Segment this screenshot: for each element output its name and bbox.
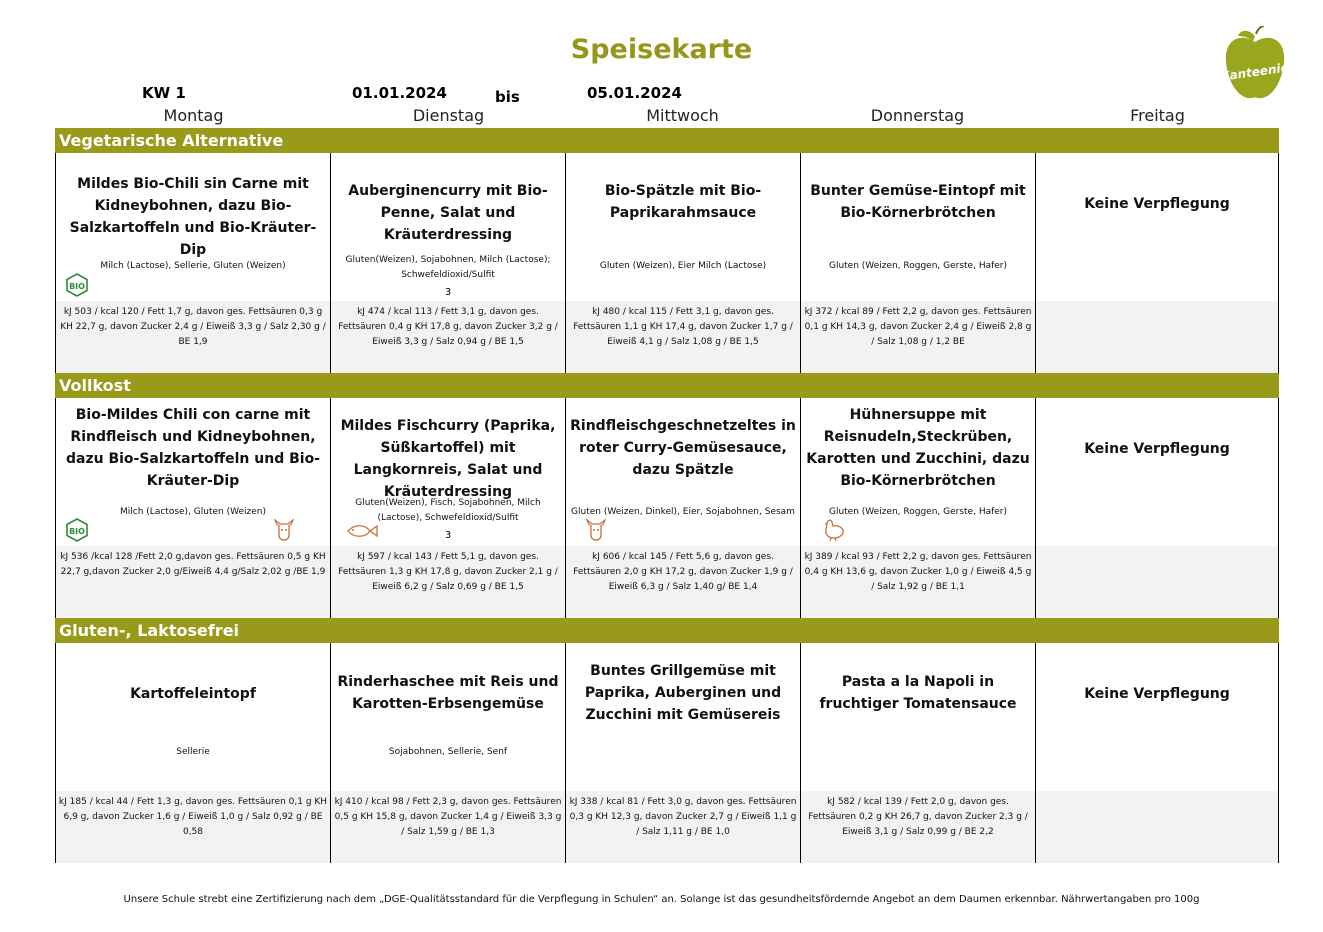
nutrition-info: kJ 410 / kcal 98 / Fett 2,3 g, davon ges. Fettsäuren 0,5 g KH 15,8 g, davon Zucker 1,4 g / Eiweiß 3,3 g / Salz 1,59 g / BE 1,3 (334, 797, 562, 837)
menu-cell (565, 153, 800, 373)
nutrition-info: kJ 185 / kcal 44 / Fett 1,3 g, davon ges. Fettsäuren 0,1 g KH 6,9 g, davon Zucker 1,6 g / Eiweiß 1,0 g / Salz 0,92 g / BE 0,58 (58, 797, 328, 837)
day-label: Donnerstag (870, 106, 965, 125)
dish-area (56, 153, 330, 301)
dish-area (801, 398, 1035, 546)
nutrition-box (331, 791, 565, 863)
dish-name: Buntes Grillgemüse mit Paprika, Auberginen und Zucchini mit Gemüsereis (584, 663, 782, 723)
allergen-info: Gluten (Weizen, Roggen, Gerste, Hafer) (828, 507, 1008, 517)
nutrition-box (1036, 546, 1278, 618)
dish-area (331, 643, 565, 791)
dish-name: Keine Verpflegung (1084, 196, 1230, 212)
dish-name: Rindfleischgeschnetzeltes in roter Curry-Gemüsesauce, dazu Spätzle (570, 418, 796, 478)
menu-section (55, 128, 1279, 373)
menu-cell (1035, 153, 1279, 373)
day-label: Dienstag (412, 106, 485, 125)
dish-area (801, 153, 1035, 301)
calendar-week: KW 1 (142, 84, 186, 102)
nutrition-box (56, 791, 330, 863)
nutrition-info (1036, 546, 1278, 550)
menu-cell (55, 153, 330, 373)
menu-row (55, 643, 1279, 863)
section-header: Vegetarische Alternative (55, 128, 1279, 153)
page-title: Speisekarte (570, 34, 753, 65)
dish-name: Pasta a la Napoli in fruchtiger Tomatensauce (819, 674, 1017, 712)
dish-area (566, 398, 800, 546)
svg-text:BIO: BIO (69, 527, 85, 536)
allergen-info: Sellerie (176, 747, 210, 757)
cow-icon (272, 516, 296, 546)
dish-name: Auberginencurry mit Bio-Penne, Salat und Kräuterdressing (348, 183, 548, 243)
nutrition-box (56, 301, 330, 373)
additive-number: 3 (444, 287, 452, 298)
nutrition-info: kJ 606 / kcal 145 / Fett 5,6 g, davon ges. Fettsäuren 2,0 g KH 17,2 g, davon Zucker 1,9 g / Eiweiß 6,3 g / Salz 1,40 g/ BE 1,4 (573, 552, 793, 592)
menu-cell (330, 153, 565, 373)
menu-cell (565, 643, 800, 863)
dish-area (801, 643, 1035, 791)
nutrition-info (1036, 791, 1278, 795)
nutrition-box (801, 546, 1035, 618)
menu-cell (330, 398, 565, 618)
date-to: 05.01.2024 (587, 84, 682, 102)
logo-text: Kanteenie (1219, 60, 1290, 84)
menu-cell (330, 643, 565, 863)
menu-cell (565, 398, 800, 618)
menu-section (55, 373, 1279, 618)
allergen-info: Gluten(Weizen), Fisch, Sojabohnen, Milch (Lactose), Schwefeldioxid/Sulfit (355, 498, 541, 523)
dish-name: Bunter Gemüse-Eintopf mit Bio-Körnerbrötchen (810, 183, 1026, 221)
dish-area (56, 398, 330, 546)
allergen-info: Sojabohnen, Sellerie, Senf (388, 747, 508, 757)
menu-row (55, 153, 1279, 373)
menu-cell (55, 643, 330, 863)
nutrition-info: kJ 389 / kcal 93 / Fett 2,2 g, davon ges. Fettsäuren 0,4 g KH 13,6 g, davon Zucker 1,0 g / Eiweiß 4,5 g / Salz 1,92 g / BE 1,1 (804, 552, 1032, 592)
allergen-info: Gluten (Weizen, Dinkel), Eier, Sojabohnen, Sesam (571, 507, 795, 517)
allergen-info: Gluten (Weizen), Eier Milch (Lactose) (599, 261, 767, 271)
dish-name: Rinderhaschee mit Reis und Karotten-Erbsengemüse (337, 674, 559, 712)
nutrition-info: kJ 582 / kcal 139 / Fett 2,0 g, davon ges. Fettsäuren 0,2 g KH 26,7 g, davon Zucker 2,3 g / Eiweiß 3,1 g / Salz 0,99 g / BE 2,2 (808, 797, 1028, 837)
section-header: Gluten-, Laktosefrei (55, 618, 1279, 643)
dish-name: Bio-Mildes Chili con carne mit Rindfleisch und Kidneybohnen, dazu Bio-Salzkartoffeln und Bio-Kräuter-Dip (65, 407, 320, 489)
allergen-info: Milch (Lactose), Sellerie, Gluten (Weizen) (100, 261, 286, 271)
cow-icon (584, 516, 608, 546)
nutrition-box (566, 301, 800, 373)
nutrition-box (1036, 301, 1278, 373)
date-from: 01.01.2024 (352, 84, 447, 102)
dish-name: Keine Verpflegung (1084, 441, 1230, 457)
dish-area (331, 153, 565, 301)
dish-name: Hühnersuppe mit Reisnudeln,Steckrüben, Karotten und Zucchini, dazu Bio-Körnerbrötchen (806, 407, 1030, 489)
menu-cell (1035, 643, 1279, 863)
allergen-info: Milch (Lactose), Gluten (Weizen) (120, 507, 266, 517)
allergen-info: Gluten(Weizen), Sojabohnen, Milch (Lactose); Schwefeldioxid/Sulfit (345, 255, 551, 280)
nutrition-info: kJ 338 / kcal 81 / Fett 3,0 g, davon ges. Fettsäuren 0,3 g KH 12,3 g, davon Zucker 2,7 g / Eiweiß 1,1 g / Salz 1,11 g / BE 1,0 (569, 797, 797, 837)
svg-text:BIO: BIO (69, 282, 85, 291)
nutrition-box (1036, 791, 1278, 863)
dish-name: Mildes Fischcurry (Paprika, Süßkartoffel) mit Langkornreis, Salat und Kräuterdressing (340, 418, 556, 500)
nutrition-box (801, 301, 1035, 373)
nutrition-info: kJ 372 / kcal 89 / Fett 2,2 g, davon ges. Fettsäuren 0,1 g KH 14,3 g, davon Zucker 2,4 g / Eiweiß 2,8 g / Salz 1,08 g / 1,2 BE (804, 307, 1032, 347)
nutrition-info: kJ 503 / kcal 120 / Fett 1,7 g, davon ges. Fettsäuren 0,3 g KH 22,7 g, davon Zucker 2,4 g / Eiweiß 3,3 g / Salz 2,30 g / BE 1,9 (60, 307, 326, 347)
nutrition-box (56, 546, 330, 618)
dish-name: Keine Verpflegung (1084, 686, 1230, 702)
nutrition-box (566, 791, 800, 863)
chicken-icon (821, 516, 847, 546)
nutrition-box (566, 546, 800, 618)
dish-area (566, 643, 800, 791)
day-label: Montag (163, 106, 224, 125)
dish-name: Mildes Bio-Chili sin Carne mit Kidneybohnen, dazu Bio-Salzkartoffeln und Bio-Kräuter-Dip (69, 176, 317, 258)
allergen-info: Gluten (Weizen, Roggen, Gerste, Hafer) (828, 261, 1008, 271)
day-label: Mittwoch (646, 106, 719, 125)
dish-area (1036, 643, 1278, 791)
kanteenie-logo (1218, 26, 1292, 104)
menu-table (55, 128, 1279, 863)
nutrition-box (331, 301, 565, 373)
dish-name: Bio-Spätzle mit Bio-Paprikarahmsauce (604, 183, 762, 221)
dish-area (1036, 398, 1278, 546)
nutrition-info: kJ 474 / kcal 113 / Fett 3,1 g, davon ges. Fettsäuren 0,4 g KH 17,8 g, davon Zucker 3,2 g / Eiweiß 3,3 g / Salz 0,94 g / BE 1,5 (338, 307, 558, 347)
weekday-header (56, 106, 1278, 128)
dish-area (331, 398, 565, 546)
menu-cell (1035, 398, 1279, 618)
menu-section (55, 618, 1279, 863)
nutrition-info: kJ 597 / kcal 143 / Fett 5,1 g, davon ges. Fettsäuren 1,3 g KH 17,8 g, davon Zucker 2,1 g / Eiweiß 6,2 g / Salz 0,69 g / BE 1,5 (338, 552, 558, 592)
fish-icon (345, 523, 379, 543)
footer-note: Unsere Schule strebt eine Zertifizierung nach dem „DGE-Qualitätsstandard für die Verpflegung in Schulen“ an. Solange ist das gesundheitsfördernde Angebot an dem Daumen erkennbar. Nährwertangaben pro 100g (123, 894, 1200, 905)
menu-cell (55, 398, 330, 618)
nutrition-box (801, 791, 1035, 863)
dish-name: Kartoffeleintopf (130, 686, 256, 702)
nutrition-box (331, 546, 565, 618)
dish-area (566, 153, 800, 301)
bio-icon (64, 517, 90, 547)
menu-row (55, 398, 1279, 618)
dish-area (1036, 153, 1278, 301)
dish-area (56, 643, 330, 791)
nutrition-info (1036, 301, 1278, 305)
menu-cell (800, 398, 1035, 618)
nutrition-info: kJ 480 / kcal 115 / Fett 3,1 g, davon ges. Fettsäuren 1,1 g KH 17,4 g, davon Zucker 1,7 g / Eiweiß 4,1 g / Salz 1,08 g / BE 1,5 (573, 307, 793, 347)
additive-number: 3 (444, 530, 452, 541)
nutrition-info: kJ 536 /kcal 128 /Fett 2,0 g,davon ges. Fettsäuren 0,5 g KH 22,7 g,davon Zucker 2,0 g/Eiweiß 4,4 g/Salz 2,02 g /BE 1,9 (60, 552, 326, 577)
menu-cell (800, 153, 1035, 373)
date-separator: bis (495, 88, 520, 106)
section-header: Vollkost (55, 373, 1279, 398)
menu-cell (800, 643, 1035, 863)
bio-icon (64, 272, 90, 302)
day-label: Freitag (1130, 106, 1185, 125)
